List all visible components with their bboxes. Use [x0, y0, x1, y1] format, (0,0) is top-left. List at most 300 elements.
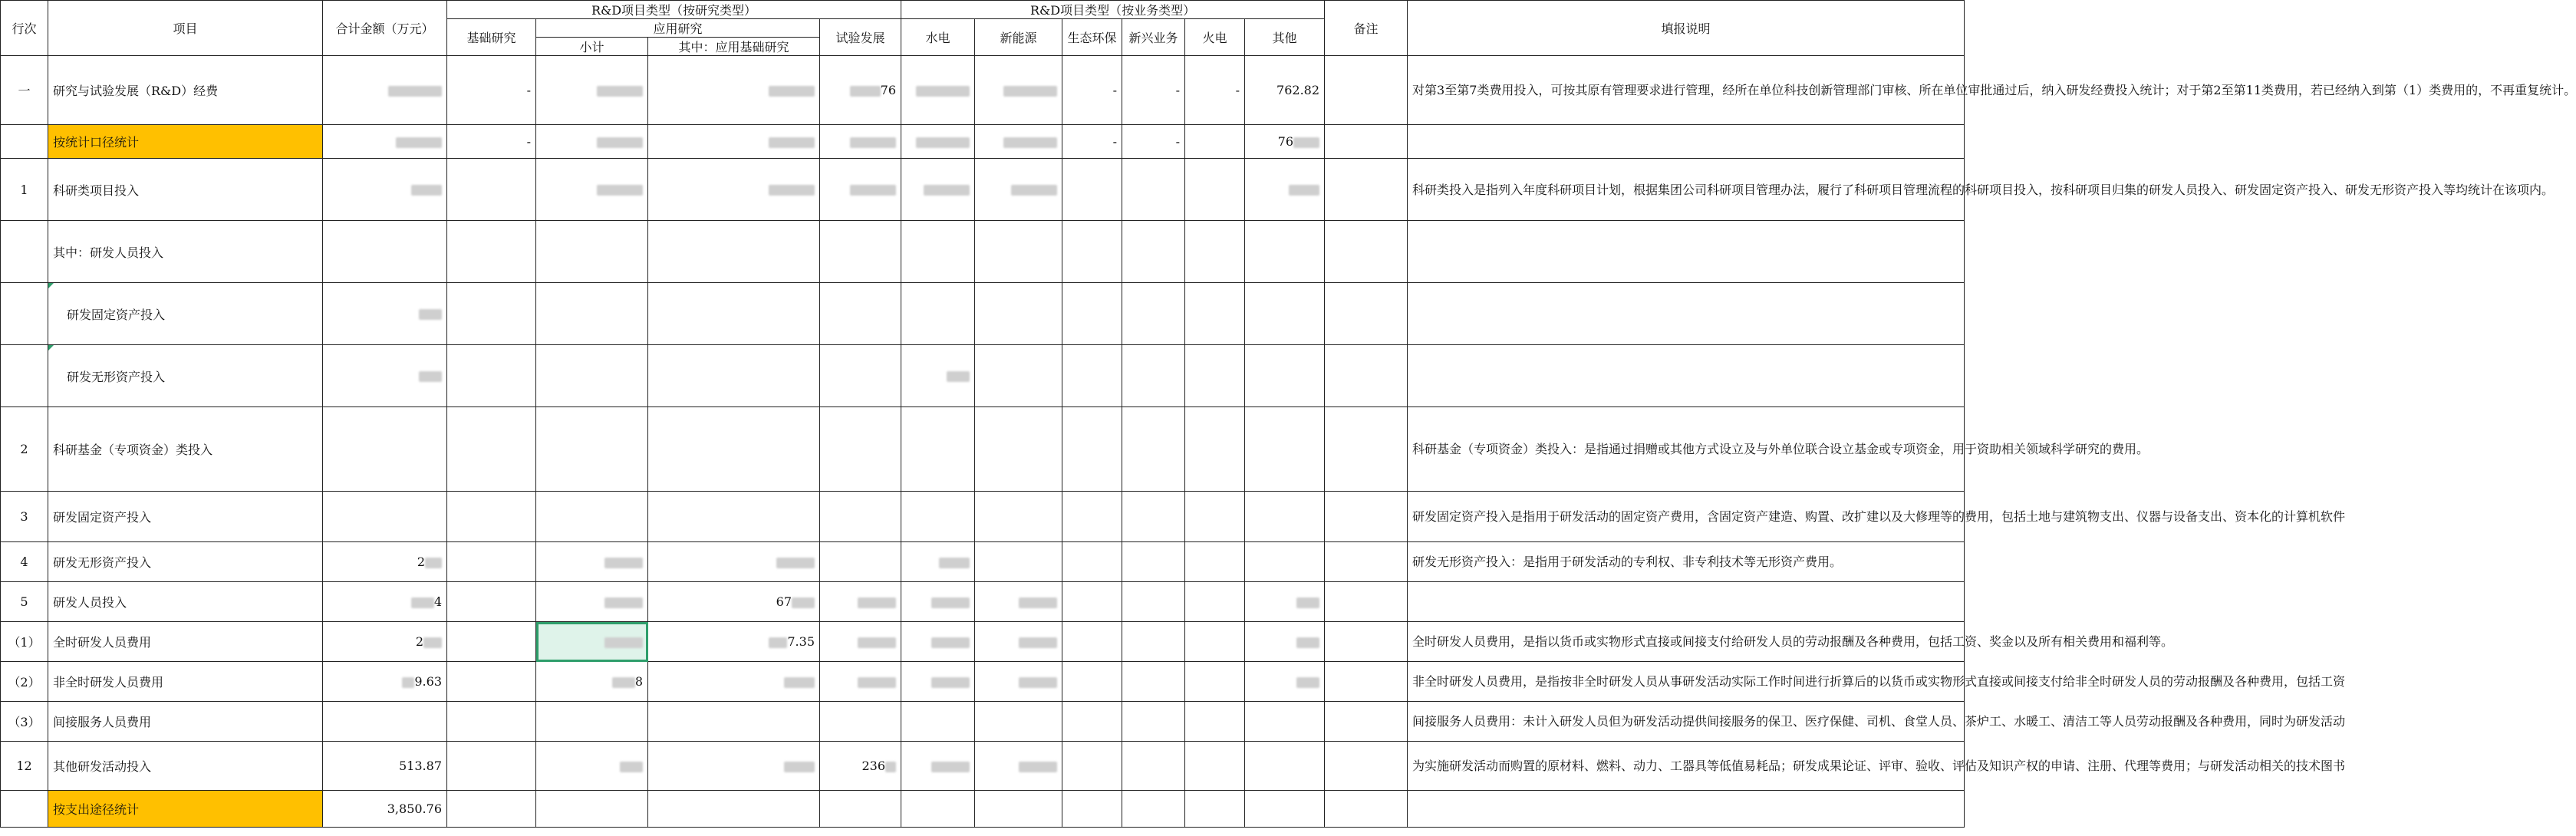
row-item[interactable]: 按统计口径统计	[48, 125, 323, 159]
applied-basic-cell[interactable]	[648, 542, 820, 582]
table-row	[1, 492, 1965, 542]
redacted-value	[885, 762, 896, 772]
header-other[interactable]: 其他	[1245, 19, 1325, 56]
applied-basic-cell[interactable]	[648, 159, 820, 221]
redacted-value	[850, 86, 881, 97]
table-row	[1, 662, 1965, 702]
remark-cell[interactable]	[1325, 702, 1408, 742]
row-no[interactable]	[1, 345, 48, 407]
redacted-value	[769, 637, 787, 648]
row-no[interactable]	[1, 221, 48, 283]
redacted-value	[939, 558, 970, 568]
instruction-cell[interactable]: 科研类投入是指列入年度科研项目计划，根据集团公司科研项目管理办法，履行了科研项目管理流程的科研项目投入，按科研项目归集的研发人员投入、研发固定资产投入、研发无形资产投入等均统计在该项内。	[1408, 159, 1965, 221]
row-no[interactable]: 2	[1, 407, 48, 492]
redacted-value	[1003, 86, 1057, 97]
experimental-cell[interactable]	[820, 582, 901, 622]
other-cell[interactable]	[1245, 791, 1325, 828]
eco-cell[interactable]	[1062, 345, 1122, 407]
redacted-value	[916, 86, 970, 97]
remark-cell[interactable]	[1325, 407, 1408, 492]
redacted-value	[784, 677, 815, 688]
new-energy-cell[interactable]	[975, 492, 1062, 542]
other-cell[interactable]	[1245, 702, 1325, 742]
instruction-cell[interactable]: 研发固定资产投入是指用于研发活动的固定资产费用，含固定资产建造、购置、改扩建以及大修理等的费用，包括土地与建筑物支出、仪器与设备支出、资本化的计算机软件	[1408, 492, 1965, 542]
header-emerging[interactable]: 新兴业务	[1122, 19, 1185, 56]
redacted-value	[396, 137, 442, 148]
total-value-head: 2	[417, 555, 425, 569]
basic-cell[interactable]: -	[447, 56, 536, 125]
subtotal-cell[interactable]	[536, 742, 648, 791]
emerging-cell[interactable]: -	[1122, 125, 1185, 159]
row-no[interactable]	[1, 791, 48, 828]
selected-cell[interactable]	[536, 622, 648, 662]
subtotal-cell[interactable]	[536, 283, 648, 345]
header-experimental[interactable]: 试验发展	[820, 19, 901, 56]
redacted-value	[1019, 637, 1057, 648]
new-energy-cell[interactable]	[975, 159, 1062, 221]
thermal-cell[interactable]	[1185, 125, 1245, 159]
table-row	[1, 56, 1965, 125]
applied-basic-cell[interactable]	[648, 582, 820, 622]
other-cell[interactable]	[1245, 542, 1325, 582]
row-item[interactable]: 科研类项目投入	[48, 159, 323, 221]
experimental-cell[interactable]	[820, 159, 901, 221]
other-cell[interactable]	[1245, 742, 1325, 791]
row-item[interactable]: 研发固定资产投入	[48, 283, 323, 345]
redacted-value	[604, 558, 643, 568]
other-cell[interactable]	[1245, 582, 1325, 622]
header-new-energy[interactable]: 新能源	[975, 19, 1062, 56]
emerging-cell[interactable]	[1122, 791, 1185, 828]
total-cell[interactable]	[323, 582, 447, 622]
table-row	[1, 159, 1965, 221]
hydro-cell[interactable]	[901, 125, 975, 159]
applied-basic-value-tail: 7.35	[787, 634, 815, 649]
applied-basic-cell[interactable]	[648, 492, 820, 542]
redacted-value	[620, 762, 643, 772]
redacted-value	[402, 677, 414, 688]
experimental-cell[interactable]	[820, 622, 901, 662]
new-energy-cell[interactable]	[975, 345, 1062, 407]
remark-cell[interactable]	[1325, 492, 1408, 542]
basic-cell[interactable]	[447, 742, 536, 791]
basic-cell[interactable]: -	[447, 125, 536, 159]
emerging-cell[interactable]: -	[1122, 56, 1185, 125]
experimental-cell[interactable]	[820, 702, 901, 742]
instruction-cell[interactable]: 非全时研发人员费用，是指按非全时研发人员从事研发活动实际工作时间进行折算后的以货币或实物形式直接或间接支付给非全时研发人员的劳动报酬及各种费用，包括工资	[1408, 662, 1965, 702]
header-group-research[interactable]: R&D项目类型（按研究类型）	[447, 1, 901, 19]
instruction-cell[interactable]: 对第3至第7类费用投入，可按其原有管理要求进行管理，经所在单位科技创新管理部门审核、所在单位审批通过后，纳入研发经费投入统计；对于第2至第11类费用，若已经纳入到第（1）类费用的，不再重复统计。	[1408, 56, 1965, 125]
subtotal-cell[interactable]	[536, 407, 648, 492]
subtotal-cell[interactable]	[536, 125, 648, 159]
thermal-cell[interactable]	[1185, 221, 1245, 283]
hydro-cell[interactable]	[901, 662, 975, 702]
thermal-cell[interactable]	[1185, 582, 1245, 622]
row-no[interactable]	[1, 283, 48, 345]
basic-cell[interactable]	[447, 159, 536, 221]
table-row	[1, 221, 1965, 283]
redacted-value	[604, 597, 643, 608]
row-item[interactable]: 研发无形资产投入	[48, 345, 323, 407]
subtotal-value-tail: 8	[634, 674, 643, 689]
new-energy-cell[interactable]	[975, 742, 1062, 791]
basic-cell[interactable]	[447, 791, 536, 828]
table-row	[1, 283, 1965, 345]
new-energy-cell[interactable]	[975, 56, 1062, 125]
hydro-cell[interactable]	[901, 56, 975, 125]
instruction-cell[interactable]	[1408, 283, 1965, 345]
row-no[interactable]: 12	[1, 742, 48, 791]
hydro-cell[interactable]	[901, 791, 975, 828]
row-item[interactable]: 间接服务人员费用	[48, 702, 323, 742]
row-no[interactable]: 5	[1, 582, 48, 622]
basic-cell[interactable]	[447, 542, 536, 582]
basic-cell[interactable]	[447, 492, 536, 542]
remark-cell[interactable]	[1325, 542, 1408, 582]
new-energy-cell[interactable]	[975, 221, 1062, 283]
experimental-cell[interactable]	[820, 345, 901, 407]
header-group-business[interactable]: R&D项目类型（按业务类型）	[901, 1, 1325, 19]
new-energy-cell[interactable]	[975, 125, 1062, 159]
row-no[interactable]: （1）	[1, 622, 48, 662]
emerging-cell[interactable]	[1122, 542, 1185, 582]
remark-cell[interactable]	[1325, 56, 1408, 125]
row-item[interactable]: 其他研发活动投入	[48, 742, 323, 791]
header-instructions[interactable]: 填报说明	[1408, 1, 1965, 56]
header-subtotal[interactable]: 小计	[536, 38, 648, 56]
emerging-cell[interactable]	[1122, 221, 1185, 283]
eco-cell[interactable]	[1062, 542, 1122, 582]
redacted-value	[792, 597, 815, 608]
hydro-cell[interactable]	[901, 221, 975, 283]
eco-cell[interactable]: -	[1062, 125, 1122, 159]
basic-cell[interactable]	[447, 283, 536, 345]
new-energy-cell[interactable]	[975, 662, 1062, 702]
experimental-cell[interactable]	[820, 283, 901, 345]
header-hydro[interactable]: 水电	[901, 19, 975, 56]
subtotal-cell[interactable]	[536, 582, 648, 622]
experimental-value-tail: 76	[880, 83, 896, 97]
row-item[interactable]: 研发固定资产投入	[48, 492, 323, 542]
total-cell[interactable]	[323, 125, 447, 159]
row-item[interactable]: 全时研发人员费用	[48, 622, 323, 662]
remark-cell[interactable]	[1325, 125, 1408, 159]
basic-cell[interactable]	[447, 662, 536, 702]
row-no[interactable]	[1, 125, 48, 159]
experimental-cell[interactable]	[820, 221, 901, 283]
experimental-cell[interactable]	[820, 791, 901, 828]
hydro-cell[interactable]	[901, 492, 975, 542]
redacted-value	[1296, 637, 1319, 648]
total-cell[interactable]: 3,850.76	[323, 791, 447, 828]
basic-cell[interactable]	[447, 407, 536, 492]
other-cell[interactable]: 762.82	[1245, 56, 1325, 125]
experimental-cell[interactable]	[820, 125, 901, 159]
emerging-cell[interactable]	[1122, 662, 1185, 702]
eco-cell[interactable]	[1062, 791, 1122, 828]
table-row	[1, 702, 1965, 742]
basic-cell[interactable]	[447, 582, 536, 622]
header-remark[interactable]: 备注	[1325, 1, 1408, 56]
row-item[interactable]: 按支出途径统计	[48, 791, 323, 828]
remark-cell[interactable]	[1325, 742, 1408, 791]
redacted-value	[769, 86, 815, 97]
other-cell[interactable]	[1245, 283, 1325, 345]
new-energy-cell[interactable]	[975, 407, 1062, 492]
applied-basic-cell[interactable]	[648, 702, 820, 742]
subtotal-cell[interactable]	[536, 56, 648, 125]
other-cell[interactable]	[1245, 492, 1325, 542]
remark-cell[interactable]	[1325, 159, 1408, 221]
thermal-cell[interactable]	[1185, 791, 1245, 828]
row-item[interactable]: 研究与试验发展（R&D）经费	[48, 56, 323, 125]
eco-cell[interactable]	[1062, 742, 1122, 791]
redacted-value	[1296, 677, 1319, 688]
redacted-value	[411, 597, 434, 608]
total-cell[interactable]	[323, 221, 447, 283]
other-cell[interactable]	[1245, 345, 1325, 407]
total-cell[interactable]	[323, 622, 447, 662]
thermal-cell[interactable]	[1185, 492, 1245, 542]
remark-cell[interactable]	[1325, 283, 1408, 345]
emerging-cell[interactable]	[1122, 742, 1185, 791]
hydro-cell[interactable]	[901, 702, 975, 742]
applied-basic-value-head: 67	[776, 594, 792, 609]
total-cell[interactable]	[323, 283, 447, 345]
row-no[interactable]: （2）	[1, 662, 48, 702]
remark-cell[interactable]	[1325, 662, 1408, 702]
instruction-cell[interactable]: 为实施研发活动而购置的原材料、燃料、动力、工器具等低值易耗品；研发成果论证、评审、验收、评估及知识产权的申请、注册、代理等费用；与研发活动相关的技术图书	[1408, 742, 1965, 791]
row-item[interactable]: 其中：研发人员投入	[48, 221, 323, 283]
instruction-cell[interactable]: 全时研发人员费用，是指以货币或实物形式直接或间接支付给研发人员的劳动报酬及各种费用，包括工资、奖金以及所有相关费用和福利等。	[1408, 622, 1965, 662]
subtotal-cell[interactable]	[536, 345, 648, 407]
eco-cell[interactable]	[1062, 702, 1122, 742]
total-cell[interactable]	[323, 159, 447, 221]
applied-basic-cell[interactable]	[648, 662, 820, 702]
emerging-cell[interactable]	[1122, 622, 1185, 662]
instruction-cell[interactable]	[1408, 582, 1965, 622]
subtotal-cell[interactable]	[536, 221, 648, 283]
new-energy-cell[interactable]	[975, 791, 1062, 828]
thermal-cell[interactable]	[1185, 542, 1245, 582]
total-cell[interactable]	[323, 662, 447, 702]
total-value-tail: 9.63	[414, 674, 442, 689]
applied-basic-cell[interactable]	[648, 56, 820, 125]
other-cell[interactable]	[1245, 159, 1325, 221]
row-no[interactable]: 3	[1, 492, 48, 542]
table-row	[1, 622, 1965, 662]
header-applied-basic[interactable]: 其中：应用基础研究	[648, 38, 820, 56]
experimental-cell[interactable]	[820, 662, 901, 702]
hydro-cell[interactable]	[901, 159, 975, 221]
new-energy-cell[interactable]	[975, 542, 1062, 582]
total-cell[interactable]	[323, 407, 447, 492]
total-value-head: 2	[415, 634, 423, 649]
header-row-no[interactable]: 行次	[1, 1, 48, 56]
new-energy-cell[interactable]	[975, 283, 1062, 345]
redacted-value	[411, 185, 442, 196]
hydro-cell[interactable]	[901, 582, 975, 622]
subtotal-cell[interactable]	[536, 159, 648, 221]
eco-cell[interactable]: -	[1062, 56, 1122, 125]
thermal-cell[interactable]	[1185, 407, 1245, 492]
eco-cell[interactable]	[1062, 407, 1122, 492]
header-applied[interactable]: 应用研究	[536, 19, 820, 38]
redacted-value	[1289, 185, 1319, 196]
hydro-cell[interactable]	[901, 542, 975, 582]
redacted-value	[776, 558, 815, 568]
other-cell[interactable]	[1245, 221, 1325, 283]
new-energy-cell[interactable]	[975, 622, 1062, 662]
row-no[interactable]: （3）	[1, 702, 48, 742]
redacted-value	[423, 637, 442, 648]
total-cell[interactable]	[323, 345, 447, 407]
hydro-cell[interactable]	[901, 283, 975, 345]
row-item[interactable]: 研发无形资产投入	[48, 542, 323, 582]
thermal-cell[interactable]	[1185, 345, 1245, 407]
emerging-cell[interactable]	[1122, 702, 1185, 742]
emerging-cell[interactable]	[1122, 159, 1185, 221]
header-basic[interactable]: 基础研究	[447, 19, 536, 56]
header-thermal[interactable]: 火电	[1185, 19, 1245, 56]
other-cell[interactable]	[1245, 125, 1325, 159]
experimental-cell[interactable]	[820, 742, 901, 791]
redacted-value	[1293, 137, 1319, 148]
subtotal-cell[interactable]	[536, 662, 648, 702]
instruction-cell[interactable]: 研发无形资产投入：是指用于研发活动的专利权、非专利技术等无形资产费用。	[1408, 542, 1965, 582]
redacted-value	[931, 762, 970, 772]
other-cell[interactable]	[1245, 407, 1325, 492]
redacted-value	[858, 677, 896, 688]
redacted-value	[597, 185, 643, 196]
remark-cell[interactable]	[1325, 582, 1408, 622]
thermal-cell[interactable]	[1185, 742, 1245, 791]
hydro-cell[interactable]	[901, 345, 975, 407]
redacted-value	[1019, 597, 1057, 608]
basic-cell[interactable]	[447, 345, 536, 407]
eco-cell[interactable]	[1062, 159, 1122, 221]
total-cell[interactable]	[323, 702, 447, 742]
instruction-cell[interactable]	[1408, 791, 1965, 828]
experimental-cell[interactable]	[820, 407, 901, 492]
applied-basic-cell[interactable]	[648, 622, 820, 662]
row-no[interactable]: 4	[1, 542, 48, 582]
eco-cell[interactable]	[1062, 221, 1122, 283]
redacted-value	[597, 86, 643, 97]
instruction-cell[interactable]: 间接服务人员费用：未计入研发人员但为研发活动提供间接服务的保卫、医疗保健、司机、食堂人员、茶炉工、水暖工、清洁工等人员劳动报酬及各种费用，同时为研发活动	[1408, 702, 1965, 742]
total-cell[interactable]	[323, 56, 447, 125]
subtotal-cell[interactable]	[536, 702, 648, 742]
new-energy-cell[interactable]	[975, 702, 1062, 742]
thermal-cell[interactable]	[1185, 622, 1245, 662]
header-item[interactable]: 项目	[48, 1, 323, 56]
applied-basic-cell[interactable]	[648, 791, 820, 828]
redacted-value	[769, 185, 815, 196]
subtotal-cell[interactable]	[536, 542, 648, 582]
instruction-cell[interactable]	[1408, 345, 1965, 407]
new-energy-cell[interactable]	[975, 582, 1062, 622]
redacted-value	[931, 677, 970, 688]
total-cell[interactable]: 513.87	[323, 742, 447, 791]
table-row	[1, 582, 1965, 622]
remark-cell[interactable]	[1325, 345, 1408, 407]
applied-basic-cell[interactable]	[648, 345, 820, 407]
applied-basic-cell[interactable]	[648, 742, 820, 791]
subtotal-cell[interactable]	[536, 791, 648, 828]
applied-basic-cell[interactable]	[648, 283, 820, 345]
remark-cell[interactable]	[1325, 221, 1408, 283]
emerging-cell[interactable]	[1122, 345, 1185, 407]
emerging-cell[interactable]	[1122, 407, 1185, 492]
other-cell[interactable]	[1245, 622, 1325, 662]
other-cell[interactable]	[1245, 662, 1325, 702]
basic-cell[interactable]	[447, 622, 536, 662]
remark-cell[interactable]	[1325, 791, 1408, 828]
eco-cell[interactable]	[1062, 582, 1122, 622]
experimental-cell[interactable]	[820, 492, 901, 542]
emerging-cell[interactable]	[1122, 283, 1185, 345]
redacted-value	[612, 677, 635, 688]
header-total[interactable]: 合计金额（万元）	[323, 1, 447, 56]
instruction-cell[interactable]: 科研基金（专项资金）类投入：是指通过捐赠或其他方式设立及与外单位联合设立基金或专项资金，用于资助相关领域科学研究的费用。	[1408, 407, 1965, 492]
applied-basic-cell[interactable]	[648, 221, 820, 283]
instruction-cell[interactable]	[1408, 125, 1965, 159]
row-no[interactable]: 一	[1, 56, 48, 125]
experimental-cell[interactable]	[820, 542, 901, 582]
applied-basic-cell[interactable]	[648, 125, 820, 159]
row-item[interactable]: 研发人员投入	[48, 582, 323, 622]
row-item[interactable]: 科研基金（专项资金）类投入	[48, 407, 323, 492]
hydro-cell[interactable]	[901, 407, 975, 492]
header-eco[interactable]: 生态环保	[1062, 19, 1122, 56]
eco-cell[interactable]	[1062, 622, 1122, 662]
eco-cell[interactable]	[1062, 492, 1122, 542]
hydro-cell[interactable]	[901, 742, 975, 791]
row-no[interactable]: 1	[1, 159, 48, 221]
applied-basic-cell[interactable]	[648, 407, 820, 492]
redacted-value	[850, 185, 896, 196]
redacted-value	[1296, 597, 1319, 608]
total-cell[interactable]	[323, 542, 447, 582]
basic-cell[interactable]	[447, 221, 536, 283]
table-row	[1, 542, 1965, 582]
hydro-cell[interactable]	[901, 622, 975, 662]
redacted-value	[388, 86, 442, 97]
thermal-cell[interactable]	[1185, 662, 1245, 702]
experimental-cell[interactable]	[820, 56, 901, 125]
redacted-value	[931, 637, 970, 648]
table-row	[1, 125, 1965, 159]
thermal-cell[interactable]	[1185, 283, 1245, 345]
thermal-cell[interactable]	[1185, 702, 1245, 742]
redacted-value	[769, 137, 815, 148]
emerging-cell[interactable]	[1122, 492, 1185, 542]
emerging-cell[interactable]	[1122, 582, 1185, 622]
redacted-value	[858, 637, 896, 648]
redacted-value	[597, 137, 643, 148]
eco-cell[interactable]	[1062, 662, 1122, 702]
subtotal-cell[interactable]	[536, 492, 648, 542]
thermal-cell[interactable]	[1185, 159, 1245, 221]
total-cell[interactable]	[323, 492, 447, 542]
instruction-cell[interactable]	[1408, 221, 1965, 283]
eco-cell[interactable]	[1062, 283, 1122, 345]
basic-cell[interactable]	[447, 702, 536, 742]
remark-cell[interactable]	[1325, 622, 1408, 662]
thermal-cell[interactable]: -	[1185, 56, 1245, 125]
redacted-value	[947, 371, 970, 382]
row-item[interactable]: 非全时研发人员费用	[48, 662, 323, 702]
